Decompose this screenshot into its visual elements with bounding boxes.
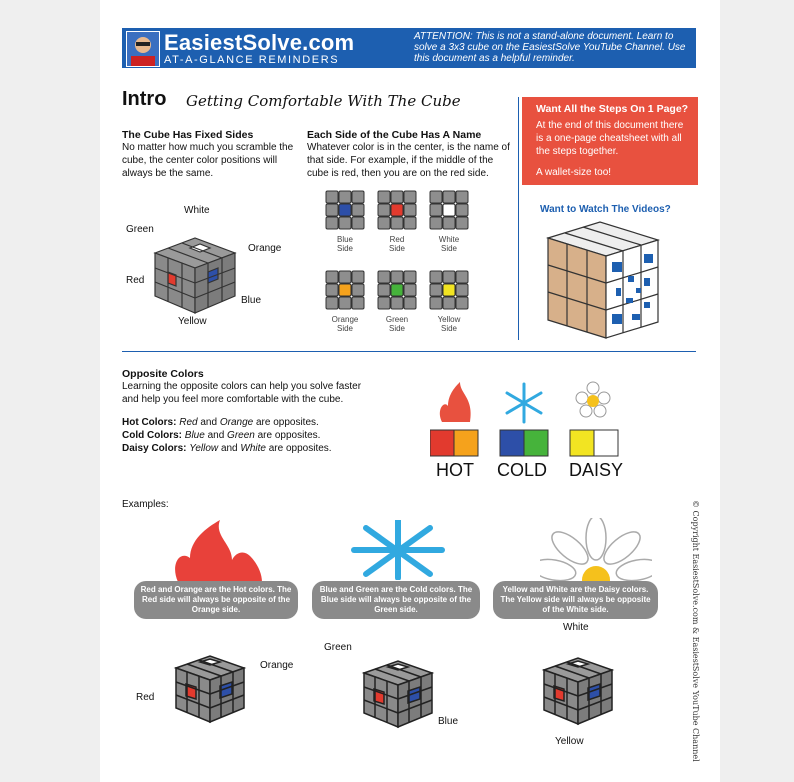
daisy-word: DAISY: [569, 460, 624, 480]
daisy-icon: [576, 382, 610, 417]
daisy-b: White: [240, 443, 266, 454]
side-face-label: Yellow: [437, 315, 461, 324]
opposite-colors-section: [122, 368, 372, 455]
fixed-sides-section: [122, 129, 297, 180]
fixed-sides-heading: The Cube Has Fixed Sides: [122, 129, 254, 141]
example-label-green: Green: [324, 642, 352, 653]
cold-a: Blue: [184, 430, 205, 441]
side-face: [429, 270, 469, 333]
hot-label: Hot Colors:: [122, 417, 177, 428]
brand-title: EasiestSolve.com: [164, 30, 355, 55]
side-face-icon: [429, 270, 469, 310]
label-yellow: Yellow: [178, 316, 207, 327]
label-green: Green: [126, 224, 154, 235]
side-face-icon: [377, 270, 417, 310]
intro-subtitle: Getting Comfortable With The Cube: [186, 92, 461, 110]
copyright-text: © Copyright EasiestSolve.com & EasiestSolve YouTube Channel: [691, 500, 700, 762]
side-face: [377, 270, 417, 333]
cube-cold-example-icon: [360, 655, 436, 731]
named-sides-heading: Each Side of the Cube Has A Name: [307, 129, 482, 141]
side-face-label: Green: [385, 315, 409, 324]
cold-word: COLD: [497, 460, 548, 480]
cube-hot-example-icon: [172, 650, 248, 726]
daisy-end: are opposites.: [268, 443, 332, 454]
cheatsheet-title: Want All the Steps On 1 Page?: [536, 103, 689, 115]
side-face-label-suffix: Side: [440, 244, 457, 253]
hot-a: Red: [179, 417, 198, 428]
side-face-label: Red: [389, 235, 405, 244]
side-face: [325, 270, 365, 333]
hot-caption: Red and Orange are the Hot colors. The Red side will always be opposite of the Orange side.: [134, 581, 298, 619]
side-face: [429, 190, 469, 253]
videos-link-title[interactable]: Want to Watch The Videos?: [540, 204, 671, 215]
side-face-icon: [325, 190, 365, 230]
daisy-caption: Yellow and White are the Daisy colors. The Yellow side will always be opposite of the White side.: [493, 581, 658, 619]
intro-title: Intro: [122, 88, 167, 110]
cheatsheet-body: At the end of this document there is a one-page cheatsheet with all the steps together.: [536, 120, 684, 157]
brand-subtitle: AT-A-GLANCE REMINDERS: [164, 54, 340, 66]
side-face: [325, 190, 365, 253]
daisy-line: [122, 442, 372, 455]
daisy-large-icon: [540, 518, 652, 582]
hot-end: are opposites.: [255, 417, 319, 428]
opposite-body: Learning the opposite colors can help you solve faster and help you feel more comfortable with the cube.: [122, 381, 362, 405]
horizontal-divider: [122, 351, 696, 352]
side-face-label: White: [438, 235, 460, 244]
hot-mid: and: [200, 417, 218, 428]
side-face-label-suffix: Side: [336, 324, 353, 333]
side-face-label: Orange: [331, 315, 359, 324]
side-face-label: Blue: [336, 235, 353, 244]
cold-end: are opposites.: [257, 430, 321, 441]
named-sides-section: [307, 129, 517, 180]
label-orange: Orange: [248, 243, 282, 254]
daisy-label: Daisy Colors:: [122, 443, 187, 454]
named-sides-body: Whatever color is in the center, is the name of that side. For example, if the middle of the cube is red, then you are on the red side.: [307, 142, 510, 179]
flame-icon: [440, 382, 471, 422]
qr-cube-icon[interactable]: [540, 218, 664, 342]
hot-word: HOT: [436, 460, 474, 480]
example-label-red: Red: [136, 692, 155, 703]
snowflake-large-icon: [348, 520, 448, 580]
cold-mid: and: [207, 430, 225, 441]
cold-line: [122, 429, 372, 442]
example-label-orange: Orange: [260, 660, 294, 671]
side-face: [377, 190, 417, 253]
fixed-sides-body: No matter how much you scramble the cube, the center color positions will always be the same.: [122, 142, 294, 179]
flame-large-icon: [170, 520, 280, 582]
cold-b: Green: [227, 430, 255, 441]
hot-line: [122, 416, 372, 429]
side-face-label-suffix: Side: [388, 324, 405, 333]
attention-note: ATTENTION: This is not a stand-alone document. Learn to solve a 3x3 cube on the EasiestSolve YouTube Channel. Use this document as a helpful reminder.: [414, 31, 686, 64]
label-white: White: [184, 205, 210, 216]
cold-caption: Blue and Green are the Cold colors. The Blue side will always be opposite of the Green side.: [312, 581, 480, 619]
cold-label: Cold Colors:: [122, 430, 182, 441]
examples-label: Examples:: [122, 499, 169, 510]
side-face-icon: [377, 190, 417, 230]
daisy-mid: and: [220, 443, 238, 454]
snowflake-icon: [507, 384, 541, 422]
side-face-icon: [429, 190, 469, 230]
side-face-label-suffix: Side: [440, 324, 457, 333]
label-red: Red: [126, 275, 145, 286]
vertical-divider: [518, 97, 519, 340]
side-face-label-suffix: Side: [336, 244, 353, 253]
header-banner: [122, 28, 696, 68]
side-face-icon: [325, 270, 365, 310]
copyright-vertical: [690, 500, 702, 762]
cube-daisy-example-icon: [540, 652, 616, 728]
daisy-a: Yellow: [189, 443, 219, 454]
side-face-label-suffix: Side: [388, 244, 405, 253]
page: [100, 0, 720, 782]
example-label-blue: Blue: [438, 716, 459, 727]
hot-b: Orange: [219, 417, 254, 428]
cheatsheet-box: [522, 97, 698, 185]
cheatsheet-note: A wallet-size too!: [536, 167, 612, 178]
label-blue: Blue: [241, 295, 262, 306]
cube-fixed-sides-icon: [150, 228, 240, 318]
avatar: [126, 31, 160, 67]
example-label-yellow: Yellow: [555, 736, 584, 747]
opposite-heading: Opposite Colors: [122, 368, 204, 380]
side-faces-grid: [325, 190, 515, 340]
example-label-white: White: [563, 622, 589, 633]
